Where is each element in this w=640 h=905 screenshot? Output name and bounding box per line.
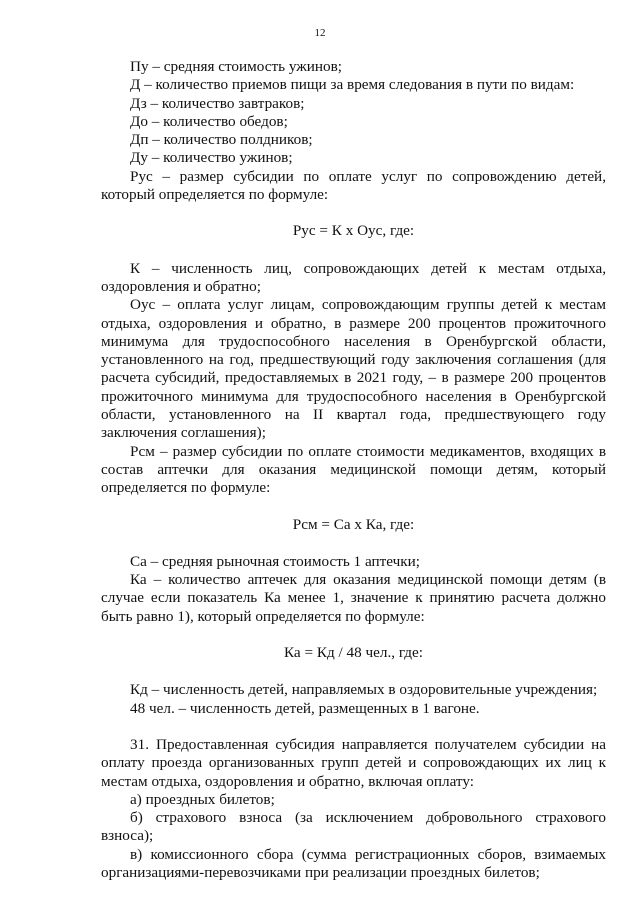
definition-ka: Ка – количество аптечек для оказания медицинской помощи детям (в случае если показатель Ка менее 1, значение к принятию расчета должно быть равно 1), который определяется по формуле: xyxy=(101,571,606,625)
definition-ous: Оус – оплата услуг лицам, сопровождающим группы детей к местам отдыха, оздоровления и обратно, в размере 200 процентов прожиточного минимума для трудоспособного населения в Оренбургской области, установленного на год, предшествующий году заключения соглашения (для расчета субсидий, предоставляемых в 2021 году, – в размере 200 процентов прожиточного минимума для трудоспособного населения в Оренбургской области, установленного на II квартал года, предшествующего году заключения соглашения); xyxy=(101,296,606,442)
formula-rsm: Рсм = Са х Ка, где: xyxy=(292,515,415,533)
spacer xyxy=(101,534,606,553)
definition-pu: Пу – средняя стоимость ужинов; xyxy=(130,58,342,75)
spacer xyxy=(101,498,606,516)
document-body xyxy=(101,58,606,882)
definition-rsm: Рсм – размер субсидии по оплате стоимости медикаментов, входящих в состав аптечки для оказания медицинской помощи детям, который определяется по формуле: xyxy=(101,442,606,497)
page-number: 12 xyxy=(314,27,326,39)
spacer xyxy=(101,662,606,681)
definition-rus: Рус – размер субсидии по оплате услуг по сопровождению детей, который определяется по формуле: xyxy=(101,167,606,204)
definition-sa: Са – средняя рыночная стоимость 1 аптечки; xyxy=(130,552,420,570)
spacer xyxy=(101,718,606,736)
definition-k: К – численность лиц, сопровождающих детей к местам отдыха, оздоровления и обратно; xyxy=(101,259,606,295)
definition-du: Ду – количество ужинов; xyxy=(130,149,293,167)
definition-kd: Кд – численность детей, направляемых в оздоровительные учреждения; xyxy=(130,681,598,699)
spacer xyxy=(101,241,606,260)
clause-31-item-a: а) проездных билетов; xyxy=(130,790,275,808)
spacer xyxy=(101,204,606,222)
definition-dp: Дп – количество полдников; xyxy=(130,131,313,149)
definition-d: Д – количество приемов пищи за время следования в пути по видам: xyxy=(130,76,575,94)
formula-rus: Рус = К х Оус, где: xyxy=(292,222,415,240)
definition-48: 48 чел. – численность детей, размещенных в 1 вагоне. xyxy=(130,699,480,717)
definition-dz: Дз – количество завтраков; xyxy=(130,94,305,112)
spacer xyxy=(101,626,606,644)
formula-ka: Ка = Кд / 48 чел., где: xyxy=(284,644,423,662)
clause-31-item-b: б) страхового взноса (за исключением добровольного страхового взноса); xyxy=(101,809,606,845)
clause-31: 31. Предоставленная субсидия направляется получателем субсидии на оплату проезда организованных групп детей и сопровождающих их лиц к местам отдыха, оздоровления и обратно, включая оплату: xyxy=(101,735,606,790)
definition-do: До – количество обедов; xyxy=(130,112,288,130)
clause-31-item-v: в) комиссионного сбора (сумма регистрационных сборов, взимаемых организациями-перевозчиками при реализации проездных билетов; xyxy=(101,845,606,881)
